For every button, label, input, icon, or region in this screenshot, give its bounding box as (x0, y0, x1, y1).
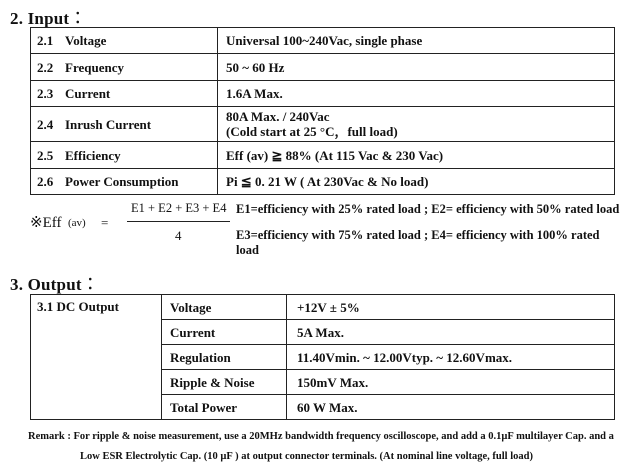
fraction-bar (127, 221, 230, 222)
param-value: 60 W Max. (287, 395, 615, 420)
row-number: 2.3 (31, 81, 62, 107)
row-number: 2.5 (31, 142, 62, 169)
param-name: Efficiency (61, 142, 218, 169)
table-row (31, 28, 615, 54)
table-row (31, 295, 615, 320)
param-name: Frequency (61, 54, 218, 81)
inrush-value-line2: (Cold start at 25 °C，full load) (226, 124, 398, 139)
param-value: 50 ~ 60 Hz (218, 54, 615, 81)
remark-line-2: Low ESR Electrolytic Cap. (10 µF ) at output connector terminals. (At nominal line voltage, full load) (80, 451, 533, 462)
param-value: 11.40Vmin. ~ 12.00Vtyp. ~ 12.60Vmax. (287, 345, 615, 370)
row-number: 2.6 (31, 169, 62, 195)
formula-note-2: E3=efficiency with 75% rated load ; E4= efficiency with 100% rated load (236, 228, 600, 257)
formula-denominator: 4 (175, 228, 182, 243)
param-name: Power Consumption (61, 169, 218, 195)
table-row (31, 142, 615, 169)
formula-lhs: ※Eff (30, 215, 62, 231)
row-number: 2.1 (31, 28, 62, 54)
table-row (31, 169, 615, 195)
param-name: Inrush Current (61, 107, 218, 142)
param-value: 150mV Max. (287, 370, 615, 395)
input-spec-table (30, 27, 615, 195)
inrush-value-line1: 80A Max. / 240Vac (226, 109, 330, 124)
param-name: Regulation (162, 345, 287, 370)
param-value: 1.6A Max. (218, 81, 615, 107)
table-row (31, 107, 615, 142)
row-number: 2.2 (31, 54, 62, 81)
formula-note-1: E1=efficiency with 25% rated load ; E2= efficiency with 50% rated load (236, 202, 620, 216)
row-number: 2.4 (31, 107, 62, 142)
output-spec-table (30, 294, 615, 420)
remark-line-1: Remark : For ripple & noise measurement, use a 20MHz bandwidth frequency oscilloscope, and add a 0.1µF multilayer Cap. and a (28, 431, 614, 442)
param-value: Pi ≦ 0. 21 W ( At 230Vac & No load) (218, 169, 615, 195)
table-row (31, 81, 615, 107)
param-name: Voltage (162, 295, 287, 320)
input-section-title: 2. Input︰ (10, 9, 87, 28)
param-name: Current (162, 320, 287, 345)
formula-lhs-subscript: (av) (68, 217, 86, 229)
formula-numerator: E1 + E2 + E3 + E4 (131, 201, 227, 215)
table-row (31, 54, 615, 81)
param-name: Voltage (61, 28, 218, 54)
param-value: 5A Max. (287, 320, 615, 345)
output-group-label: 3.1 DC Output (31, 295, 162, 420)
param-value: Eff (av) ≧ 88% (At 115 Vac & 230 Vac) (218, 142, 615, 169)
param-name: Current (61, 81, 218, 107)
param-value: +12V ± 5% (287, 295, 615, 320)
param-value: Universal 100~240Vac, single phase (218, 28, 615, 54)
formula-equals: = (101, 215, 109, 230)
output-section-title: 3. Output︰ (10, 275, 99, 294)
param-value (218, 107, 615, 142)
param-name: Total Power (162, 395, 287, 420)
param-name: Ripple & Noise (162, 370, 287, 395)
